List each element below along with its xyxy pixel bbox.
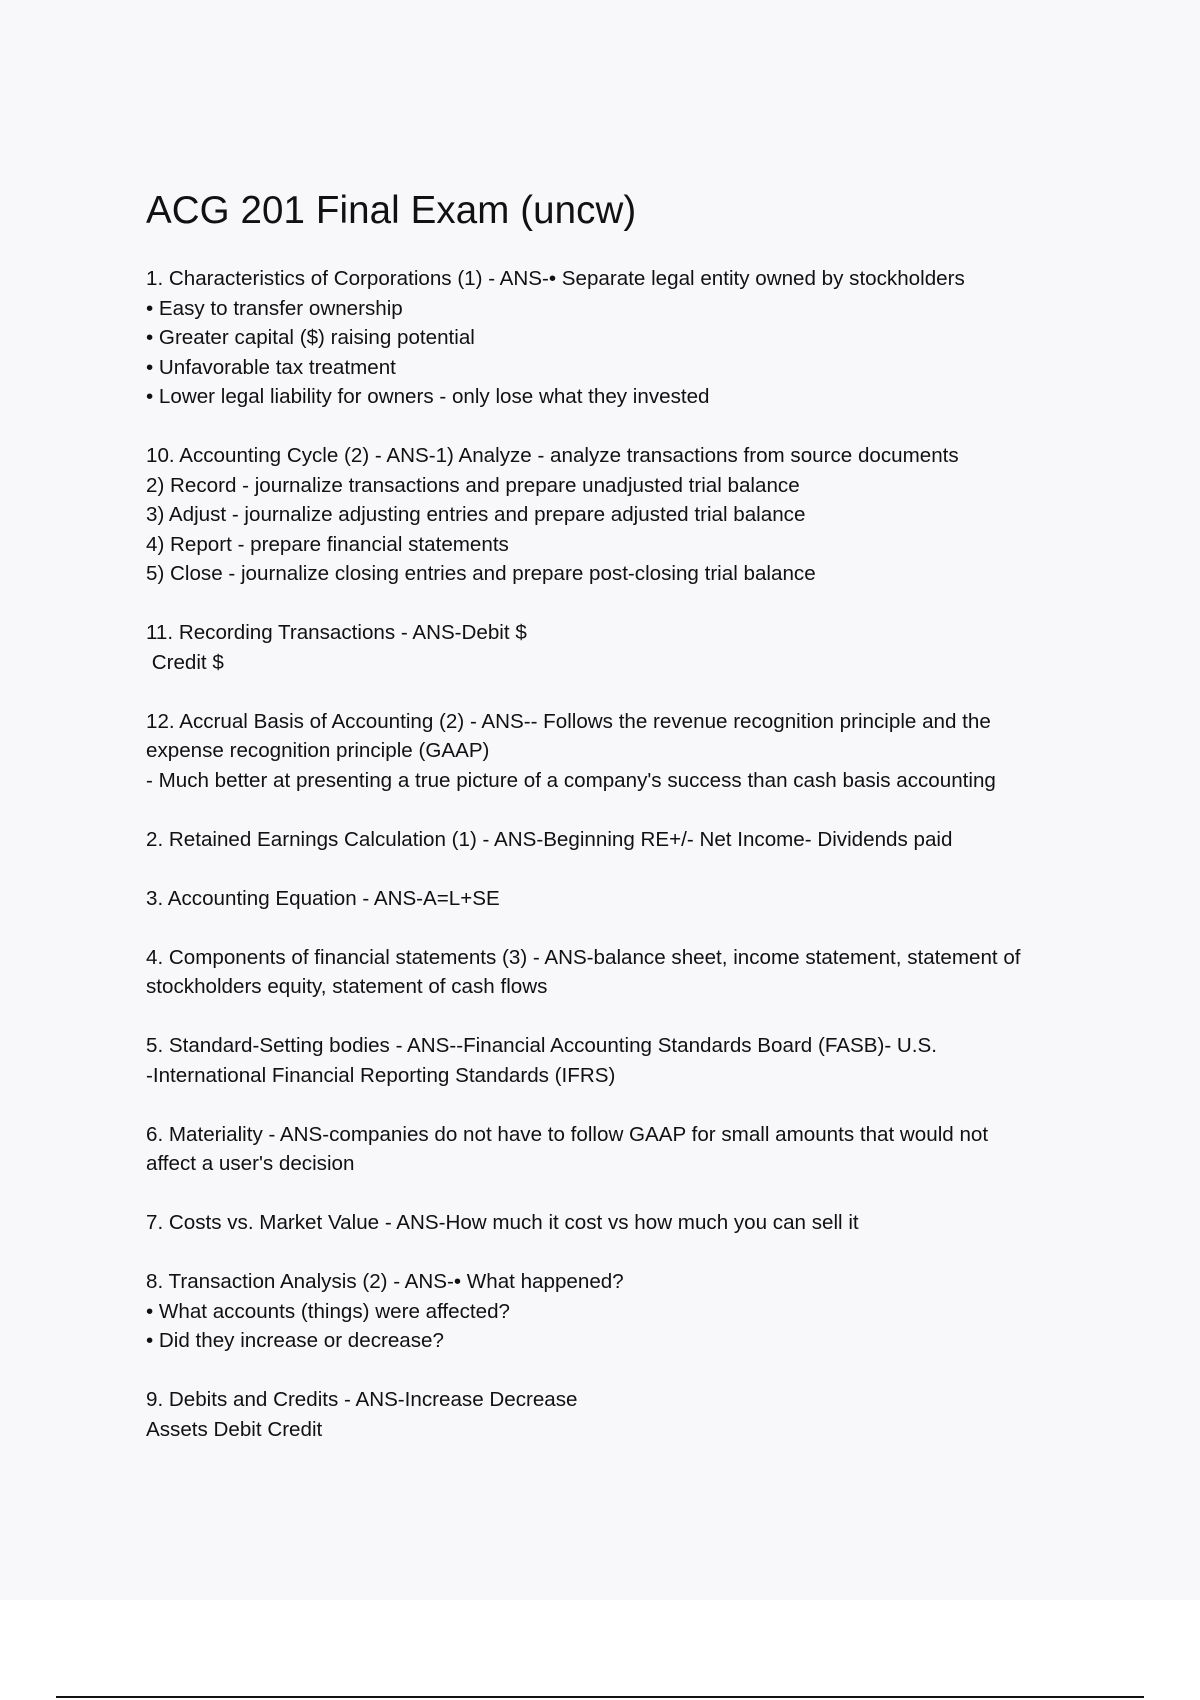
- qa-item-8: [146, 1267, 1106, 1356]
- qa-line: • Easy to transfer ownership: [146, 296, 403, 320]
- qa-line: Credit $: [146, 650, 224, 674]
- qa-line: affect a user's decision: [146, 1152, 355, 1175]
- qa-item-1: [146, 264, 1106, 412]
- footer-divider: [56, 1696, 1144, 1698]
- qa-item-12: [146, 707, 1106, 796]
- qa-item-10: [146, 441, 1106, 589]
- qa-list: [146, 264, 1106, 1444]
- qa-line: 4. Components of financial statements (3) - ANS-balance sheet, income statement, statement of: [146, 945, 1021, 969]
- qa-line: • Greater capital ($) raising potential: [146, 326, 475, 349]
- qa-line: 3. Accounting Equation - ANS-A=L+SE: [146, 886, 500, 910]
- qa-item-6: [146, 1120, 1106, 1179]
- qa-item-11: [146, 618, 1106, 677]
- qa-line: 4) Report - prepare financial statements: [146, 532, 509, 556]
- qa-line: 10. Accounting Cycle (2) - ANS-1) Analyze - analyze transactions from source documents: [146, 444, 959, 467]
- qa-line: Assets Debit Credit: [146, 1417, 323, 1441]
- qa-line: 5. Standard-Setting bodies - ANS--Financial Accounting Standards Board (FASB)- U.S.: [146, 1034, 937, 1057]
- document-title: ACG 201 Final Exam (uncw): [146, 189, 637, 232]
- qa-item-2: [146, 825, 1106, 855]
- qa-line: 7. Costs vs. Market Value - ANS-How much it cost vs how much you can sell it: [146, 1211, 859, 1234]
- qa-line: - Much better at presenting a true picture of a company's success than cash basis accounting: [146, 768, 996, 792]
- qa-item-3: [146, 884, 1106, 914]
- qa-line: stockholders equity, statement of cash flows: [146, 975, 548, 998]
- qa-line: • Unfavorable tax treatment: [146, 355, 396, 379]
- qa-item-4: [146, 943, 1106, 1002]
- qa-line: 9. Debits and Credits - ANS-Increase Decrease: [146, 1388, 578, 1411]
- qa-line: • What accounts (things) were affected?: [146, 1299, 510, 1323]
- qa-line: 8. Transaction Analysis (2) - ANS-• What happened?: [146, 1270, 624, 1293]
- qa-line: 6. Materiality - ANS-companies do not have to follow GAAP for small amounts that would not: [146, 1122, 989, 1146]
- qa-line: • Lower legal liability for owners - only lose what they invested: [146, 385, 710, 408]
- document-content: [146, 186, 1106, 1474]
- qa-line: 1. Characteristics of Corporations (1) - ANS-• Separate legal entity owned by stockholders: [146, 267, 965, 290]
- qa-line: 5) Close - journalize closing entries and prepare post-closing trial balance: [146, 562, 816, 585]
- qa-line: • Did they increase or decrease?: [146, 1329, 444, 1352]
- qa-line: 2) Record - journalize transactions and prepare unadjusted trial balance: [146, 473, 800, 497]
- qa-line: expense recognition principle (GAAP): [146, 739, 490, 762]
- qa-line: 3) Adjust - journalize adjusting entries and prepare adjusted trial balance: [146, 503, 806, 526]
- qa-line: 11. Recording Transactions - ANS-Debit $: [146, 621, 527, 644]
- qa-item-7: [146, 1208, 1106, 1238]
- page-footer-area: [0, 1600, 1200, 1700]
- qa-line: -International Financial Reporting Standards (IFRS): [146, 1063, 616, 1087]
- qa-line: 12. Accrual Basis of Accounting (2) - ANS-- Follows the revenue recognition principle and the: [146, 709, 991, 733]
- qa-item-9: [146, 1385, 1106, 1444]
- qa-item-5: [146, 1031, 1106, 1090]
- qa-line: 2. Retained Earnings Calculation (1) - ANS-Beginning RE+/- Net Income- Dividends paid: [146, 827, 953, 851]
